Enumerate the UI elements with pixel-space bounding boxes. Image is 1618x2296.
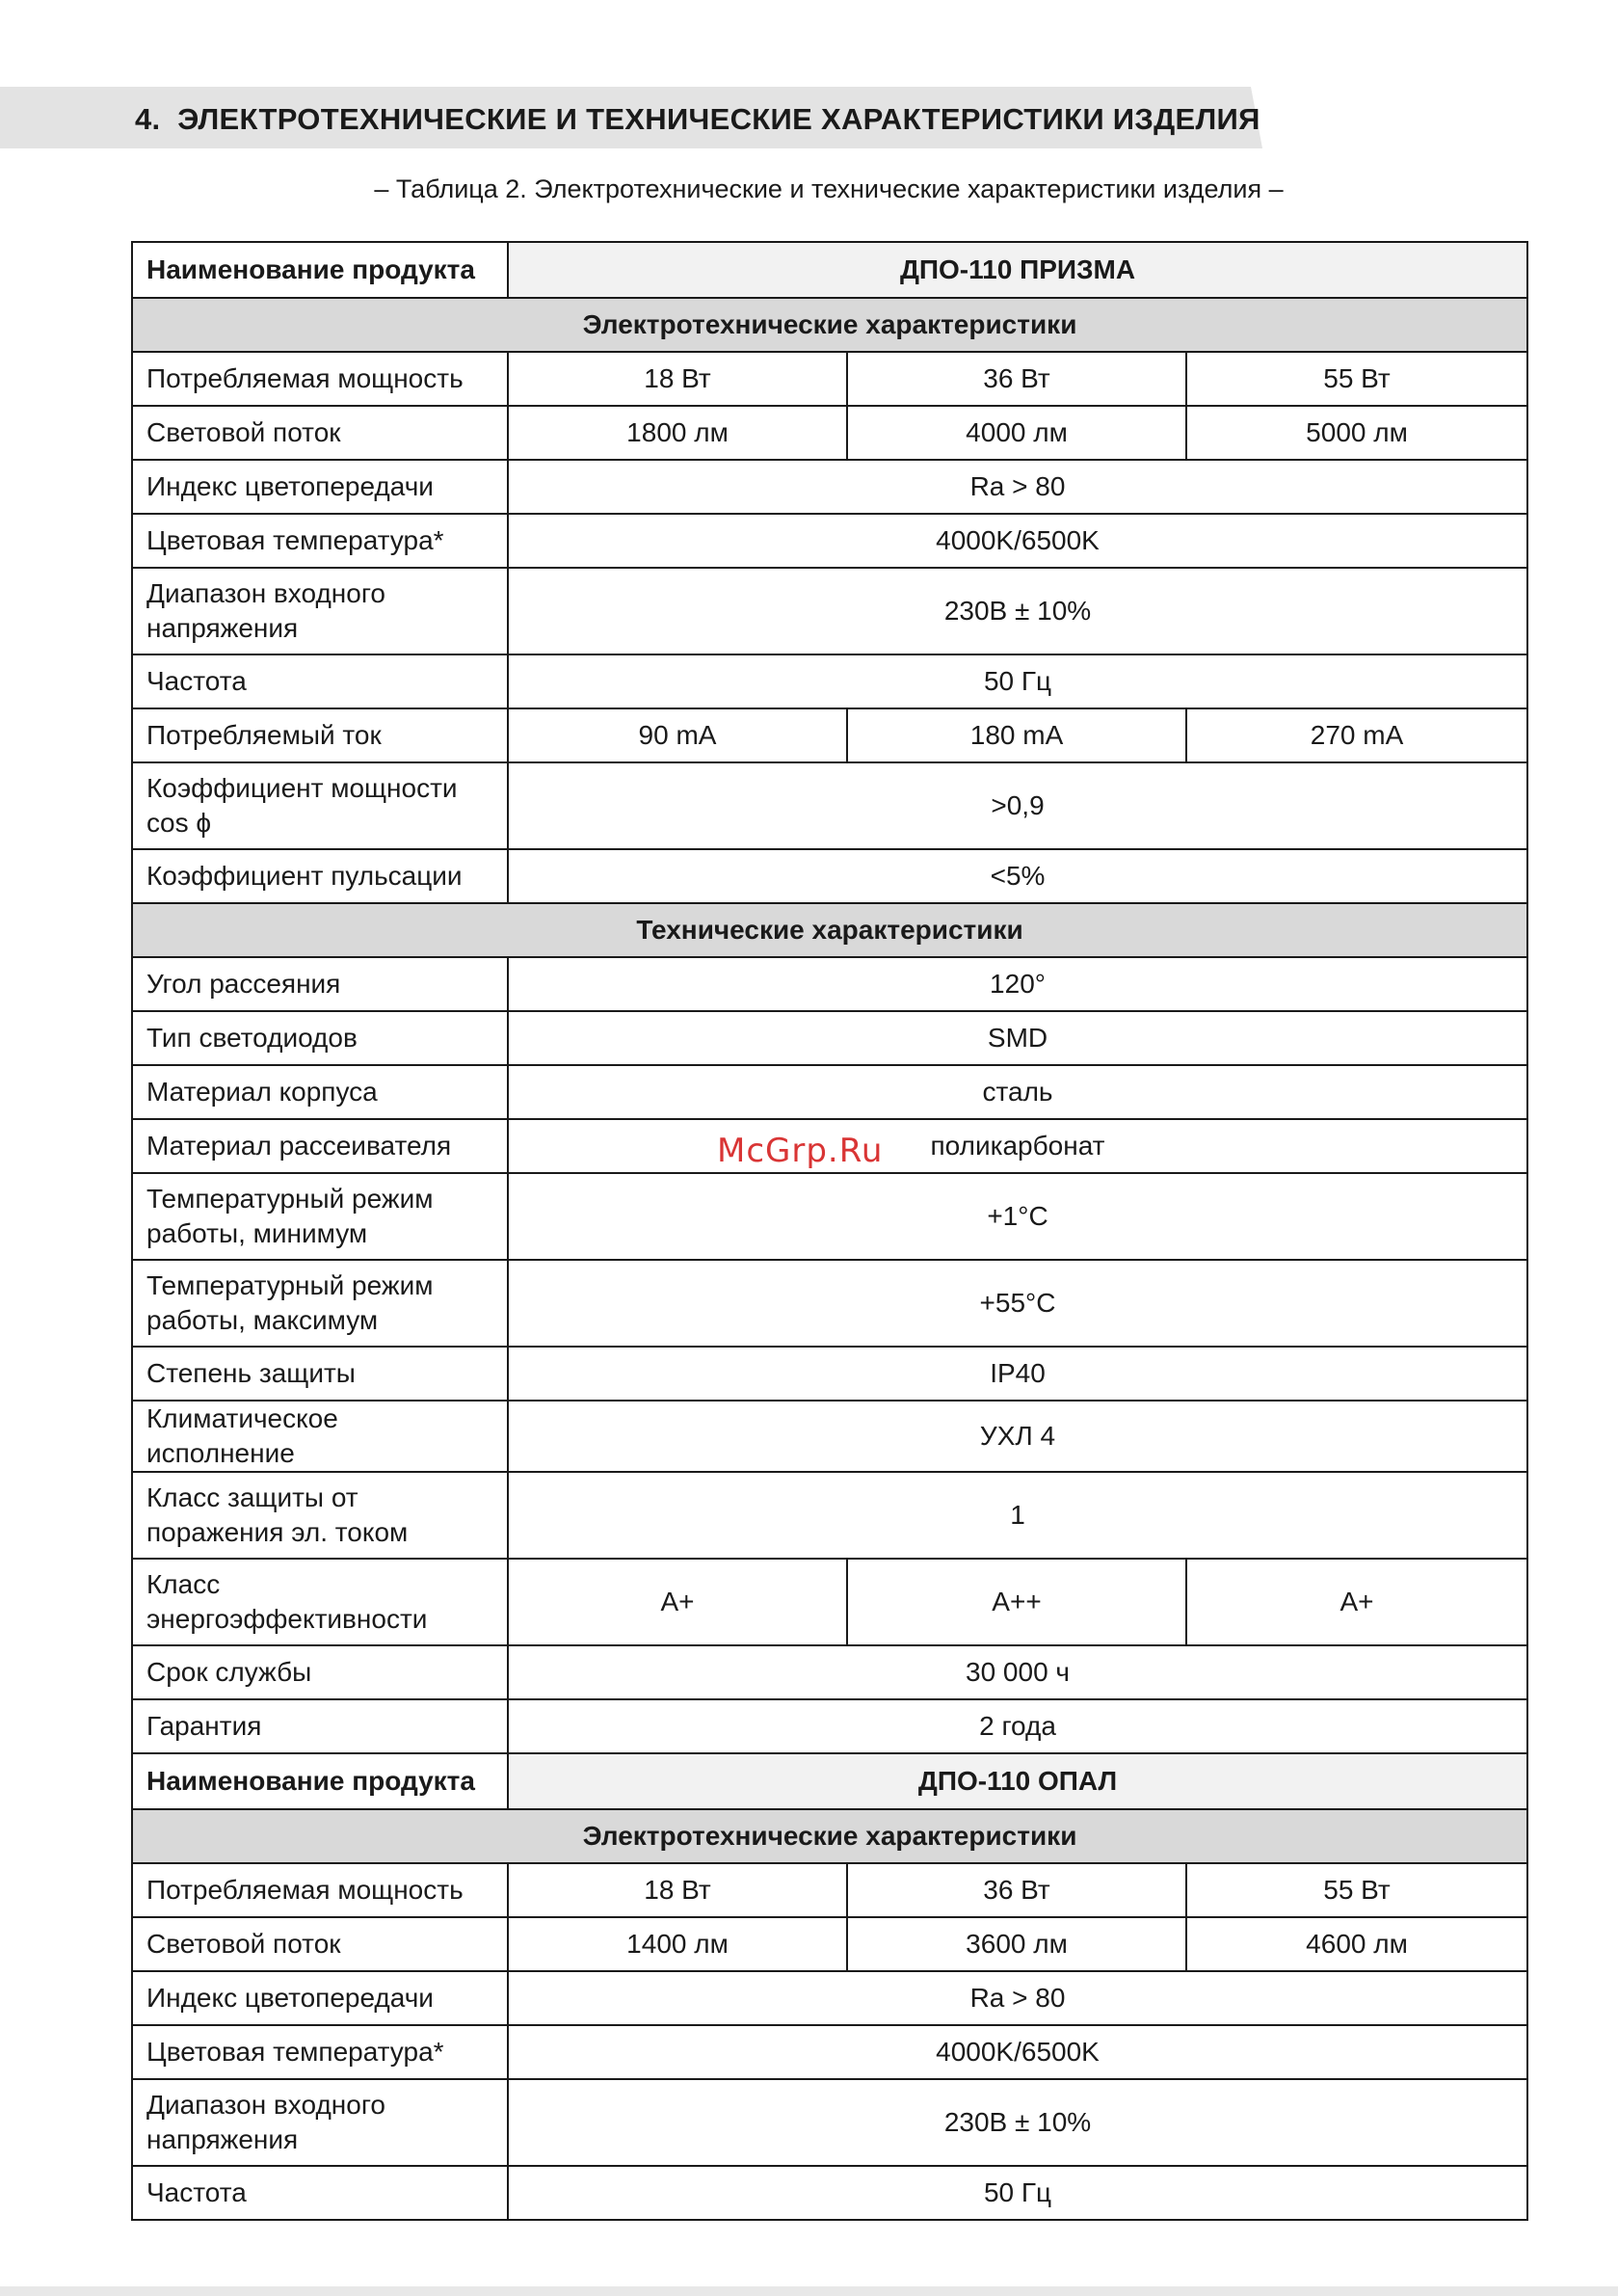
parameter-label: Температурный режим работы, максимум — [132, 1260, 508, 1347]
parameter-label: Коэффициент мощности cos ϕ — [132, 762, 508, 849]
parameter-value: Ra > 80 — [508, 1971, 1527, 2025]
parameter-label: Частота — [132, 2166, 508, 2220]
parameter-value: 5000 лм — [1186, 406, 1527, 460]
parameter-value: 50 Гц — [508, 2166, 1527, 2220]
parameter-value: 4600 лм — [1186, 1917, 1527, 1971]
table-row — [132, 1065, 1527, 1119]
table-row — [132, 1011, 1527, 1065]
parameter-label: Световой поток — [132, 1917, 508, 1971]
table-row — [132, 762, 1527, 849]
parameter-label: Индекс цветопередачи — [132, 1971, 508, 2025]
product-name: ДПО-110 ПРИЗМА — [508, 242, 1527, 298]
parameter-label: Потребляемый ток — [132, 708, 508, 762]
parameter-value: 230В ± 10% — [508, 568, 1527, 654]
parameter-value: SMD — [508, 1011, 1527, 1065]
parameter-value: 2 года — [508, 1699, 1527, 1753]
table-row — [132, 2166, 1527, 2220]
parameter-value: IP40 — [508, 1347, 1527, 1401]
table-row — [132, 460, 1527, 514]
product-name: ДПО-110 ОПАЛ — [508, 1753, 1527, 1809]
parameter-value: 180 mA — [847, 708, 1186, 762]
table-caption: – Таблица 2. Электротехнические и технические характеристики изделия – — [374, 174, 1284, 203]
parameter-label: Потребляемая мощность — [132, 1863, 508, 1917]
table-row — [132, 1472, 1527, 1559]
parameter-value: <5% — [508, 849, 1527, 903]
table-row — [132, 1699, 1527, 1753]
parameter-label: Материал рассеивателя — [132, 1119, 508, 1173]
section-header: Электротехнические характеристики — [132, 1809, 1527, 1863]
product-name-row — [132, 1753, 1527, 1809]
product-label: Наименование продукта — [132, 242, 508, 298]
parameter-label: Потребляемая мощность — [132, 352, 508, 406]
parameter-value: >0,9 — [508, 762, 1527, 849]
parameter-label: Угол рассеяния — [132, 957, 508, 1011]
table-row — [132, 406, 1527, 460]
parameter-value: 36 Вт — [847, 352, 1186, 406]
parameter-value: 1800 лм — [508, 406, 847, 460]
parameter-label: Индекс цветопередачи — [132, 460, 508, 514]
table-row — [132, 849, 1527, 903]
table-row — [132, 1559, 1527, 1645]
parameter-label: Гарантия — [132, 1699, 508, 1753]
parameter-value: 3600 лм — [847, 1917, 1186, 1971]
parameter-label: Материал корпуса — [132, 1065, 508, 1119]
parameter-label: Коэффициент пульсации — [132, 849, 508, 903]
parameter-value: +1°С — [508, 1173, 1527, 1260]
section-header-row — [132, 298, 1527, 352]
page-footer-strip — [0, 2286, 1618, 2296]
table-row — [132, 1173, 1527, 1260]
parameter-value: 230В ± 10% — [508, 2079, 1527, 2166]
parameter-value: 55 Вт — [1186, 1863, 1527, 1917]
section-title-text: ЭЛЕКТРОТЕХНИЧЕСКИЕ И ТЕХНИЧЕСКИЕ ХАРАКТЕРИСТИКИ ИЗДЕЛИЯ — [177, 102, 1260, 136]
table-row — [132, 957, 1527, 1011]
parameter-value: 120° — [508, 957, 1527, 1011]
table-row — [132, 1347, 1527, 1401]
section-header: Электротехнические характеристики — [132, 298, 1527, 352]
table-row — [132, 1401, 1527, 1472]
section-title — [135, 100, 1260, 139]
table-row — [132, 654, 1527, 708]
parameter-label: Класс защиты от поражения эл. током — [132, 1472, 508, 1559]
parameter-value: 1 — [508, 1472, 1527, 1559]
parameter-value: 36 Вт — [847, 1863, 1186, 1917]
table-row — [132, 1645, 1527, 1699]
parameter-label: Степень защиты — [132, 1347, 508, 1401]
parameter-value: А+ — [1186, 1559, 1527, 1645]
parameter-value: 18 Вт — [508, 1863, 847, 1917]
parameter-label: Цветовая температура* — [132, 514, 508, 568]
parameter-label: Диапазон входного напряжения — [132, 568, 508, 654]
parameter-value: поликарбонат — [508, 1119, 1527, 1173]
parameter-value: 18 Вт — [508, 352, 847, 406]
parameter-label: Срок службы — [132, 1645, 508, 1699]
parameter-value: Ra > 80 — [508, 460, 1527, 514]
parameter-value: 90 mA — [508, 708, 847, 762]
parameter-value: УХЛ 4 — [508, 1401, 1527, 1472]
parameter-value: 4000K/6500K — [508, 2025, 1527, 2079]
table-row — [132, 1971, 1527, 2025]
parameter-value: 30 000 ч — [508, 1645, 1527, 1699]
parameter-value: 4000K/6500K — [508, 514, 1527, 568]
watermark: McGrp.Ru — [717, 1132, 884, 1170]
section-header-row — [132, 903, 1527, 957]
table-row — [132, 352, 1527, 406]
table-row — [132, 1917, 1527, 1971]
parameter-label: Климатическое исполнение — [132, 1401, 508, 1472]
specifications-table-body — [132, 242, 1527, 2220]
parameter-value: А+ — [508, 1559, 847, 1645]
parameter-value: 50 Гц — [508, 654, 1527, 708]
parameter-value: А++ — [847, 1559, 1186, 1645]
parameter-value: сталь — [508, 1065, 1527, 1119]
table-row — [132, 568, 1527, 654]
parameter-value: 55 Вт — [1186, 352, 1527, 406]
product-label: Наименование продукта — [132, 1753, 508, 1809]
section-number: 4. — [135, 102, 161, 136]
parameter-value: 4000 лм — [847, 406, 1186, 460]
table-row — [132, 2025, 1527, 2079]
table-row — [132, 1863, 1527, 1917]
table-row — [132, 2079, 1527, 2166]
product-name-row — [132, 242, 1527, 298]
table-row — [132, 708, 1527, 762]
table-row — [132, 514, 1527, 568]
parameter-label: Температурный режим работы, минимум — [132, 1173, 508, 1260]
section-header: Технические характеристики — [132, 903, 1527, 957]
parameter-label: Частота — [132, 654, 508, 708]
parameter-label: Цветовая температура* — [132, 2025, 508, 2079]
parameter-label: Класс энергоэффективности — [132, 1559, 508, 1645]
parameter-label: Тип светодиодов — [132, 1011, 508, 1065]
parameter-label: Световой поток — [132, 406, 508, 460]
parameter-value: +55°С — [508, 1260, 1527, 1347]
specifications-table — [131, 241, 1528, 2221]
parameter-value: 1400 лм — [508, 1917, 847, 1971]
section-header-row — [132, 1809, 1527, 1863]
parameter-value: 270 mA — [1186, 708, 1527, 762]
table-row — [132, 1260, 1527, 1347]
parameter-label: Диапазон входного напряжения — [132, 2079, 508, 2166]
